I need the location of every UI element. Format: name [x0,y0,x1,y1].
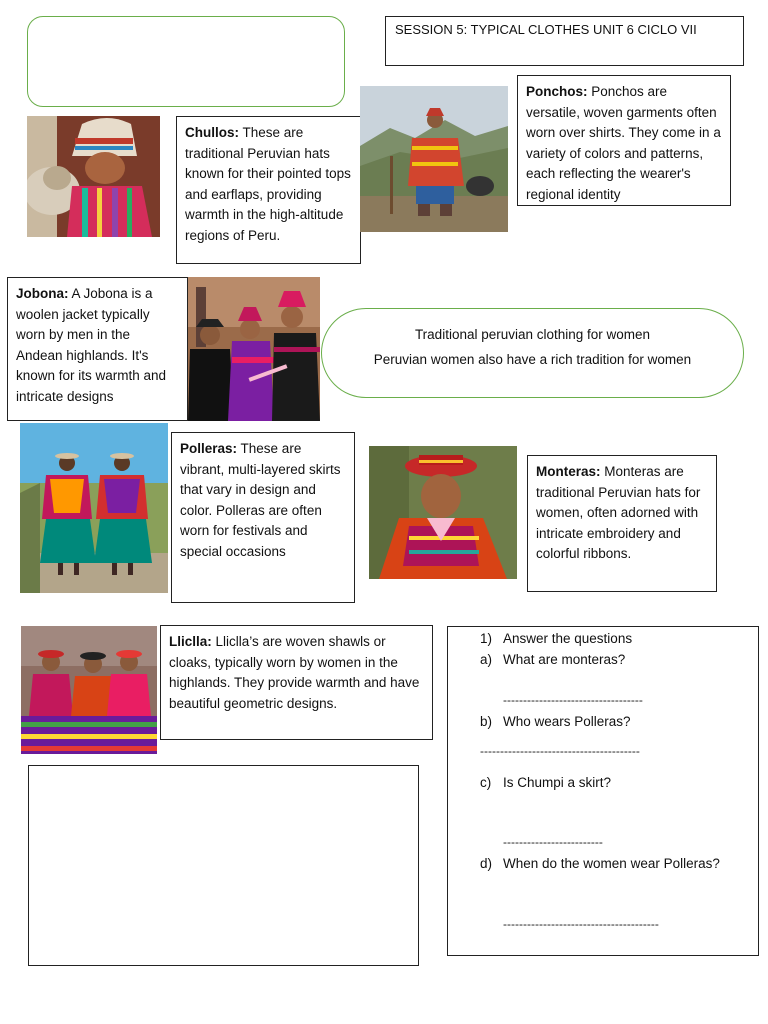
lliclla-photo [21,626,157,754]
ponchos-description: Ponchos are versatile, woven garments often worn over shirts. They come in a variety of colors and patterns, each reflecting the wearer's regional identity [526,84,721,202]
chullos-card [176,116,361,264]
monteras-photo [369,446,517,579]
question-c-letter: c) [480,775,492,790]
session-title: SESSION 5: TYPICAL CLOTHES UNIT 6 CICLO VII [395,22,697,37]
chullos-description: These are traditional Peruvian hats known for their pointed tops and earflaps, providing warmth in the high-altitude regions of Peru. [185,125,351,243]
questions-box [447,626,759,956]
question-c-answer-line[interactable]: ------------------------- [503,835,603,849]
question-b-answer-line[interactable]: ---------------------------------------- [480,744,640,758]
question-d-letter: d) [480,856,493,871]
polleras-card [171,432,355,603]
ponchos-photo [360,86,508,232]
banner-line-2: Peruvian women also have a rich tradition for women [373,352,692,367]
chullos-photo [27,116,160,237]
monteras-description: Monteras are traditional Peruvian hats for women, often adorned with intricate embroidery and colorful ribbons. [536,464,701,562]
question-b-text: Who wears Polleras? [503,714,631,729]
lliclla-term: Lliclla: [169,634,212,649]
chullos-term: Chullos: [185,125,239,140]
jobona-photo [188,277,320,421]
question-c-text: Is Chumpi a skirt? [503,775,612,790]
polleras-term: Polleras: [180,441,238,456]
question-d-answer-line[interactable]: --------------------------------------- [503,917,659,931]
questions-heading: Answer the questions [503,631,633,646]
lliclla-card [160,625,433,740]
question-a-text: What are monteras? [503,652,626,667]
jobona-description: A Jobona is a woolen jacket typically worn by men in the Andean highlands. It's known for its warmth and intricate designs [16,286,167,404]
question-a-letter: a) [480,652,493,667]
ponchos-card [517,75,731,206]
question-d-text: When do the women wear Polleras? [503,856,720,871]
jobona-card [7,277,188,421]
ponchos-term: Ponchos: [526,84,588,99]
empty-answer-box[interactable] [28,765,419,966]
monteras-card [527,455,717,592]
session-title-box [385,16,744,66]
question-b-letter: b) [480,714,493,729]
lliclla-description: Lliclla’s are woven shawls or cloaks, typically worn by women in the highlands. They provide warmth and have beautiful geometric designs. [169,634,420,711]
questions-number: 1) [480,631,493,646]
name-box[interactable] [27,16,345,107]
polleras-description: These are vibrant, multi-layered skirts that vary in design and color. Polleras are often worn for festivals and special occasions [180,441,341,559]
polleras-photo [20,423,168,593]
question-a-answer-line[interactable]: ----------------------------------- [503,693,643,707]
jobona-term: Jobona: [16,286,69,301]
banner-line-1: Traditional peruvian clothing for women [414,327,651,342]
women-clothing-banner [321,308,744,398]
monteras-term: Monteras: [536,464,601,479]
